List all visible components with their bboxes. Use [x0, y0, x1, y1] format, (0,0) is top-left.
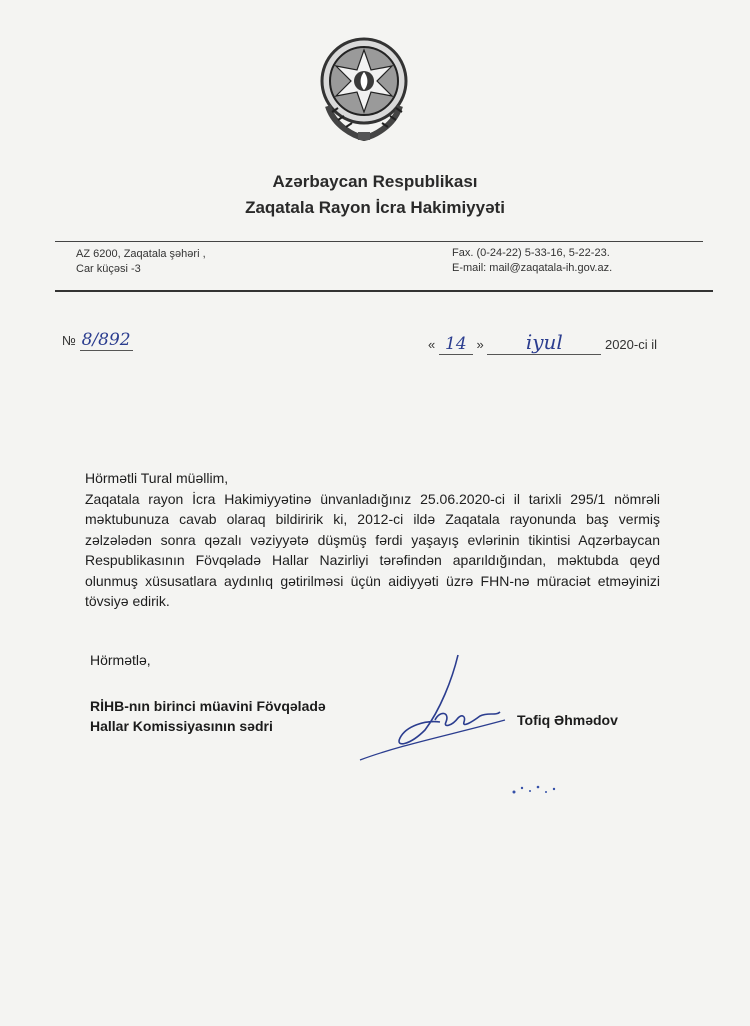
postal-address	[76, 247, 206, 277]
fax-line: Fax. (0-24-22) 5-33-16, 5-22-23.	[452, 247, 610, 259]
date-month: iyul	[487, 330, 601, 355]
quote-close: »	[476, 337, 484, 352]
document-date	[428, 330, 657, 355]
header-divider-top	[55, 241, 703, 242]
document-number	[62, 330, 133, 350]
handwritten-signature	[340, 650, 510, 770]
date-year: 2020-ci il	[604, 337, 657, 352]
header-institution: Zaqatala Rayon İcra Hakimiyyəti	[245, 198, 505, 217]
signatory-name: Tofiq Əhmədov	[517, 712, 618, 728]
number-handwritten: 8/892	[81, 330, 131, 350]
quote-open: «	[428, 337, 436, 352]
signatory-role	[90, 696, 326, 736]
contact-info	[452, 246, 612, 276]
letter-body	[85, 468, 660, 612]
email-line: E-mail: mail@zaqatala-ih.gov.az.	[452, 262, 613, 274]
role-line-2: Hallar Komissiyasının sədri	[90, 718, 273, 734]
azerbaijan-coat-of-arms-icon	[314, 36, 414, 146]
greeting: Hörmətli Tural müəllim,	[85, 470, 229, 486]
header-divider-bottom	[55, 290, 713, 292]
address-line-1: AZ 6200, Zaqatala şəhəri ,	[76, 248, 206, 260]
number-prefix: №	[62, 333, 76, 348]
date-day: 14	[439, 334, 473, 355]
closing: Hörmətlə,	[90, 652, 151, 668]
address-line-2: Car küçəsi -3	[76, 263, 141, 275]
header-country: Azərbaycan Respublikası	[272, 172, 478, 191]
role-line-1: RİHB-nın birinci müavini Fövqəladə	[90, 698, 326, 714]
main-paragraph: Zaqatala rayon İcra Hakimiyyətinə ünvanladığınız 25.06.2020-ci il tarixli 295/1 nömrəli məktubunuza cavab olaraq bildiririk ki, 2012-ci ildə Zaqatala rayonunda baş vermiş zəlzələdən sonra qəzalı vəziyyətə düşmüş fərdi yaşayış evlərinin tikintisi Aqzərbaycan Respublikasının Fövqəladə Hallar Nazirliyi tərəfindən aparıldığından, məktubda qeyd olunmuş xüsusatlara aydınlıq gətirilməsi üçün aidiyyəti üzrə FHN-nə müraciət etməyinizi tövsiyə edirik.	[85, 490, 660, 609]
ink-specks	[508, 780, 568, 800]
